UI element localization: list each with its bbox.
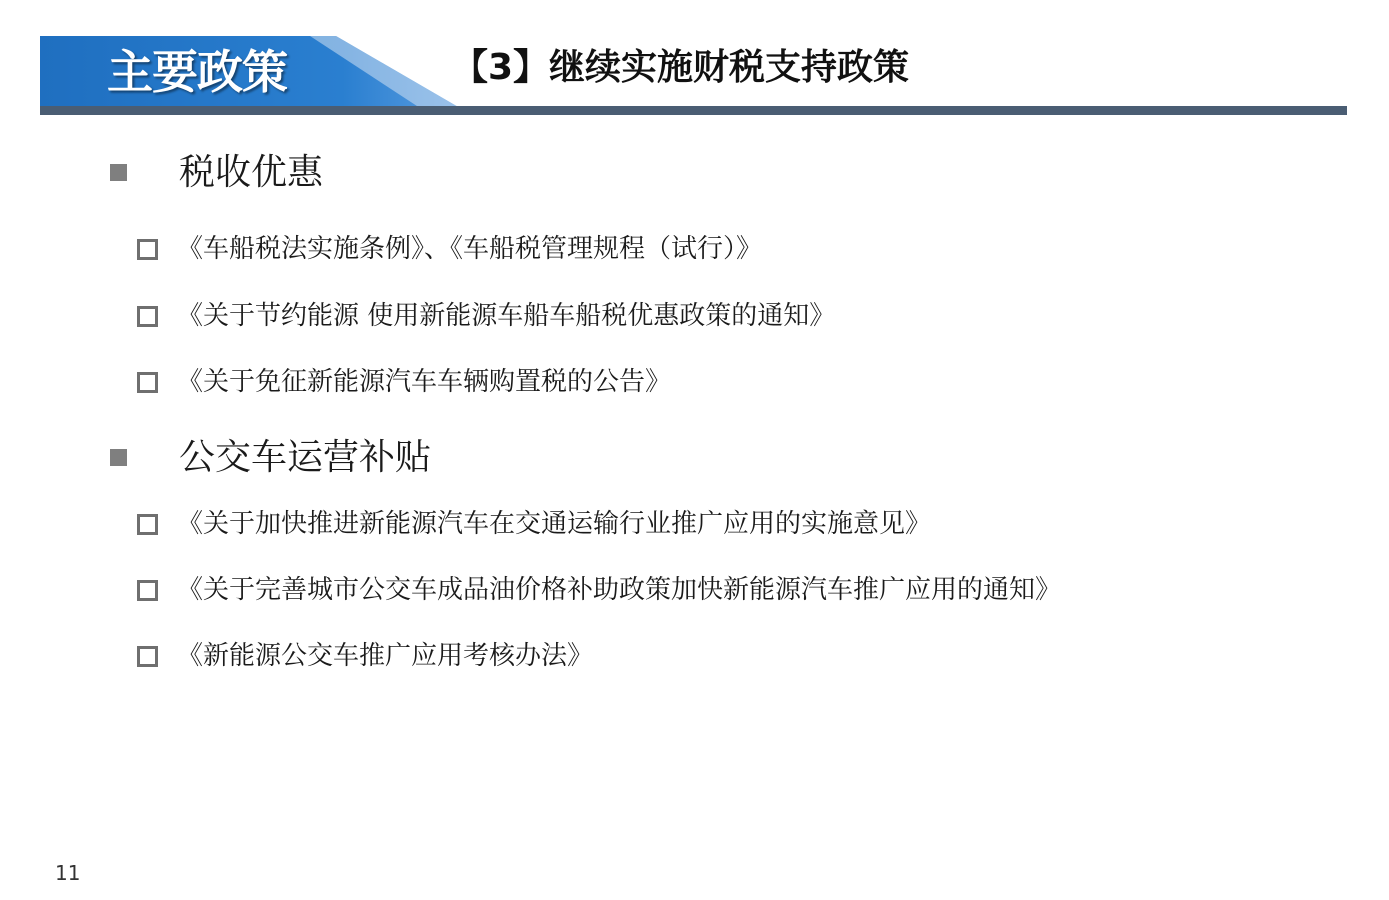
list-item-label: 《关于免征新能源汽车车辆购置税的公告》: [177, 367, 672, 397]
filled-square-icon: [110, 164, 127, 181]
hollow-square-icon: [137, 514, 158, 535]
section-heading-label: 公交车运营补贴: [179, 437, 432, 478]
list-item-label: 《车船税法实施条例》、《车船税管理规程（试行）》: [177, 234, 763, 264]
hollow-square-icon: [137, 646, 158, 667]
list-item-label: 《关于节约能源 使用新能源车船车船税优惠政策的通知》: [177, 301, 836, 331]
list-item-label: 《关于加快推进新能源汽车在交通运输行业推广应用的实施意见》: [177, 509, 932, 539]
hollow-square-icon: [137, 239, 158, 260]
slide-title: 【3】继续实施财税支持政策: [452, 47, 910, 88]
hollow-square-icon: [137, 372, 158, 393]
page-number: 11: [55, 861, 81, 885]
filled-square-icon: [110, 449, 127, 466]
section-label: 主要政策: [107, 45, 287, 99]
header-divider: [40, 106, 1347, 115]
hollow-square-icon: [137, 580, 158, 601]
list-item-label: 《新能源公交车推广应用考核办法》: [177, 641, 594, 671]
section-heading-label: 税收优惠: [179, 152, 324, 193]
hollow-square-icon: [137, 306, 158, 327]
list-item-label: 《关于完善城市公交车成品油价格补助政策加快新能源汽车推广应用的通知》: [177, 575, 1062, 605]
